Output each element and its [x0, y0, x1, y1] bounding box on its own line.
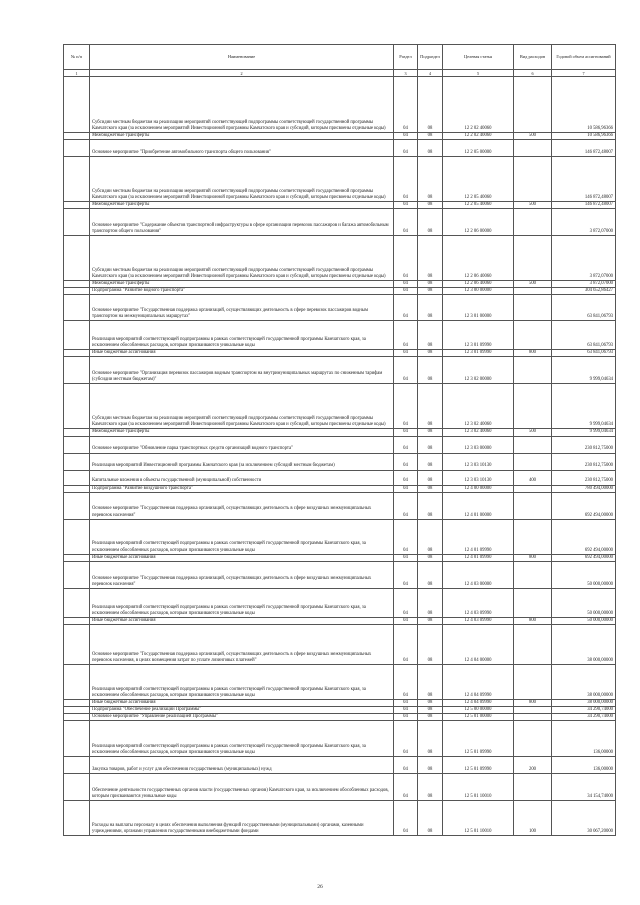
row-number-cell: [64, 236, 90, 281]
row-name-cell: Реализация мероприятий соответствующей подпрограммы в рамках соответствующей государственной программы Камчатского края, за исключением обособленных расходов, которым присваиваются уникальные коды: [90, 588, 394, 617]
row-subsection-cell: 08: [418, 554, 443, 561]
table-row: [64, 588, 616, 617]
row-section-cell: 04: [394, 202, 418, 209]
table-row: [64, 706, 616, 713]
row-subsection-cell: 08: [418, 436, 443, 453]
row-number-cell: [64, 706, 90, 713]
row-expense-type-cell: 800: [514, 554, 552, 561]
row-name-cell: Субсидии местным бюджетам на реализацию мероприятий соответствующей подпрограммы соответствующей государственной программы Камчатского края (за исключением мероприятий Инвестиционной программы Камчатского края и субсидий, которым присвоены отдельные коды): [90, 157, 394, 202]
row-number-cell: [64, 436, 90, 453]
row-target-article-cell: 12 4 01 09990: [443, 519, 514, 554]
column-number: 4: [418, 70, 443, 77]
row-expense-type-cell: [514, 140, 552, 157]
row-expense-type-cell: [514, 295, 552, 321]
row-number-cell: [64, 77, 90, 133]
row-subsection-cell: 08: [418, 588, 443, 617]
row-name-cell: Расходы на выплаты персоналу в целях обеспечения выполнения функций государственными (муниципальными) органами, казенными учреждениями, органами управления государственными внебюджетными фондами: [90, 801, 394, 836]
row-expense-type-cell: [514, 721, 552, 757]
table-row: [64, 624, 616, 664]
row-subsection-cell: 08: [418, 429, 443, 436]
row-section-cell: 04: [394, 236, 418, 281]
header-expense-type: Вид расходов: [514, 45, 552, 70]
row-section-cell: 04: [394, 288, 418, 295]
row-target-article-cell: 12 4 01 09990: [443, 554, 514, 561]
row-section-cell: 04: [394, 774, 418, 801]
row-number-cell: [64, 357, 90, 384]
row-target-article-cell: 12 5 01 10010: [443, 801, 514, 836]
row-name-cell: Основное мероприятие "Приобретение автомобильного транспорта общего пользования": [90, 140, 394, 157]
row-amount-cell: 34 290,74000: [552, 706, 616, 713]
row-amount-cell: 50 000,00000: [552, 561, 616, 588]
row-subsection-cell: 08: [418, 774, 443, 801]
row-section-cell: 04: [394, 384, 418, 429]
row-amount-cell: 692 494,00000: [552, 519, 616, 554]
row-section-cell: 04: [394, 519, 418, 554]
row-subsection-cell: 08: [418, 801, 443, 836]
row-name-cell: Закупка товаров, работ и услуг для обеспечения государственных (муниципальных) нужд: [90, 757, 394, 774]
table-row: [64, 429, 616, 436]
row-amount-cell: 146 872,48007: [552, 157, 616, 202]
row-name-cell: Субсидии местным бюджетам на реализацию мероприятий соответствующей подпрограммы соответствующей государственной программы Камчатского края (за исключением мероприятий Инвестиционной программы Камчатского края и субсидий, которым присвоены отдельные коды): [90, 384, 394, 429]
row-expense-type-cell: [514, 321, 552, 350]
row-target-article-cell: 12 3 03 10130: [443, 453, 514, 470]
row-name-cell: Иные бюджетные ассигнования: [90, 554, 394, 561]
row-name-cell: Основное мероприятие "Содержание объектов транспортной инфраструктуры в сфере организации перевозок пассажиров и багажа автомобильным транспортом общего пользования": [90, 209, 394, 236]
row-number-cell: [64, 492, 90, 519]
row-amount-cell: 146 872,48007: [552, 140, 616, 157]
row-amount-cell: 34 290,74000: [552, 714, 616, 721]
table-row: [64, 699, 616, 706]
row-number-cell: [64, 554, 90, 561]
row-target-article-cell: 12 4 03 09990: [443, 588, 514, 617]
table-row: [64, 321, 616, 350]
header-name: Наименование: [90, 45, 394, 70]
row-number-cell: [64, 321, 90, 350]
column-number: 5: [443, 70, 514, 77]
row-subsection-cell: 08: [418, 209, 443, 236]
table-row: [64, 236, 616, 281]
table-row: [64, 288, 616, 295]
row-name-cell: Основное мероприятие "Государственная поддержка организаций, осуществляющих деятельность в сфере перевозок пассажиров водным транспортом на межмуниципальных маршрутах": [90, 295, 394, 321]
row-expense-type-cell: 800: [514, 699, 552, 706]
row-expense-type-cell: 500: [514, 281, 552, 288]
row-name-cell: Реализация мероприятий соответствующей подпрограммы в рамках соответствующей государственной программы Камчатского края, за исключением обособленных расходов, которым присваиваются уникальные коды: [90, 321, 394, 350]
column-number: 6: [514, 70, 552, 77]
row-subsection-cell: 08: [418, 384, 443, 429]
row-amount-cell: 30 067,20000: [552, 801, 616, 836]
row-number-cell: [64, 133, 90, 140]
row-amount-cell: 3 872,07000: [552, 236, 616, 281]
row-target-article-cell: 12 3 01 00000: [443, 295, 514, 321]
row-amount-cell: 10 586,96366: [552, 77, 616, 133]
row-name-cell: Обеспечение деятельности государственных органов власти (государственных органов) Камчатского края, за исключением обособленных расходов, которым присваиваются уникальные коды: [90, 774, 394, 801]
row-amount-cell: 230 812,75000: [552, 436, 616, 453]
row-number-cell: [64, 140, 90, 157]
table-row: [64, 209, 616, 236]
table-row: [64, 801, 616, 836]
row-subsection-cell: 08: [418, 202, 443, 209]
row-expense-type-cell: [514, 209, 552, 236]
row-subsection-cell: 08: [418, 288, 443, 295]
row-number-cell: [64, 617, 90, 624]
row-name-cell: Подпрограмма "Обеспечение реализации Программы": [90, 706, 394, 713]
row-target-article-cell: 12 2 06 40060: [443, 236, 514, 281]
row-name-cell: Реализация мероприятий соответствующей подпрограммы в рамках соответствующей государственной программы Камчатского края, за исключением обособленных расходов, которым присваиваются уникальные коды: [90, 721, 394, 757]
row-name-cell: Реализация мероприятий соответствующей подпрограммы в рамках соответствующей государственной программы Камчатского края, за исключением обособленных расходов, которым присваиваются уникальные коды: [90, 664, 394, 699]
row-amount-cell: 780 494,00000: [552, 485, 616, 492]
table-row: [64, 664, 616, 699]
column-number: 2: [90, 70, 394, 77]
row-number-cell: [64, 350, 90, 357]
row-number-cell: [64, 470, 90, 485]
row-amount-cell: 692 494,00000: [552, 554, 616, 561]
table-row: [64, 617, 616, 624]
row-name-cell: Межбюджетные трансферты: [90, 429, 394, 436]
row-amount-cell: 9 999,04634: [552, 357, 616, 384]
row-expense-type-cell: [514, 519, 552, 554]
row-target-article-cell: 12 2 05 00000: [443, 140, 514, 157]
row-name-cell: Основное мероприятие "Государственная поддержка организаций, осуществляющих деятельность в сфере воздушных межмуниципальных перевозок населения": [90, 561, 394, 588]
row-amount-cell: 230 812,75000: [552, 470, 616, 485]
row-amount-cell: 692 494,00000: [552, 492, 616, 519]
row-subsection-cell: 08: [418, 721, 443, 757]
row-target-article-cell: 12 3 01 09990: [443, 350, 514, 357]
row-amount-cell: 63 841,06793: [552, 295, 616, 321]
row-expense-type-cell: 500: [514, 429, 552, 436]
row-expense-type-cell: [514, 624, 552, 664]
row-name-cell: Основное мероприятие "Государственная поддержка организаций, осуществляющих деятельность в сфере воздушных межмуниципальных перевозок населения, в целях возмещения затрат по уплате лизинговых платежей": [90, 624, 394, 664]
row-number-cell: [64, 295, 90, 321]
row-name-cell: Субсидии местным бюджетам на реализацию мероприятий соответствующей подпрограммы соответствующей государственной программы Камчатского края (за исключением мероприятий Инвестиционной программы Камчатского края и субсидий, которым присвоены отдельные коды): [90, 236, 394, 281]
row-number-cell: [64, 801, 90, 836]
row-amount-cell: 9 999,04634: [552, 429, 616, 436]
row-name-cell: Межбюджетные трансферты: [90, 281, 394, 288]
row-target-article-cell: 12 5 01 10010: [443, 774, 514, 801]
row-target-article-cell: 12 3 02 00000: [443, 357, 514, 384]
row-subsection-cell: 08: [418, 453, 443, 470]
row-section-cell: 04: [394, 140, 418, 157]
row-section-cell: 04: [394, 436, 418, 453]
row-section-cell: 04: [394, 561, 418, 588]
row-section-cell: 04: [394, 357, 418, 384]
row-subsection-cell: 08: [418, 295, 443, 321]
row-amount-cell: 3 872,07000: [552, 281, 616, 288]
row-section-cell: 04: [394, 699, 418, 706]
row-target-article-cell: 12 3 02 40060: [443, 429, 514, 436]
row-name-cell: Подпрограмма "Развитие воздушного транспорта": [90, 485, 394, 492]
row-amount-cell: 63 841,06793: [552, 321, 616, 350]
budget-document-page: [63, 44, 615, 836]
row-target-article-cell: 12 5 00 00000: [443, 706, 514, 713]
row-expense-type-cell: [514, 77, 552, 133]
row-subsection-cell: 08: [418, 699, 443, 706]
row-section-cell: 04: [394, 588, 418, 617]
column-number: 3: [394, 70, 418, 77]
table-row: [64, 140, 616, 157]
row-name-cell: Основное мероприятие "Организация перевозок пассажиров водным транспортом на внутримуниципальных маршрутах по сниженным тарифам (субсидии местным бюджетам)": [90, 357, 394, 384]
row-amount-cell: 230 812,75000: [552, 453, 616, 470]
row-section-cell: 04: [394, 664, 418, 699]
row-expense-type-cell: 400: [514, 470, 552, 485]
row-number-cell: [64, 453, 90, 470]
row-section-cell: 04: [394, 281, 418, 288]
row-number-cell: [64, 721, 90, 757]
row-target-article-cell: 12 3 03 00000: [443, 436, 514, 453]
row-number-cell: [64, 588, 90, 617]
row-number-cell: [64, 664, 90, 699]
row-expense-type-cell: [514, 357, 552, 384]
row-amount-cell: 10 586,96366: [552, 133, 616, 140]
row-section-cell: 04: [394, 617, 418, 624]
header-target-article: Целевая статья: [443, 45, 514, 70]
row-subsection-cell: 08: [418, 624, 443, 664]
row-number-cell: [64, 774, 90, 801]
row-section-cell: 04: [394, 706, 418, 713]
row-subsection-cell: 08: [418, 519, 443, 554]
row-subsection-cell: 08: [418, 350, 443, 357]
row-name-cell: Реализация мероприятий Инвестиционной программы Камчатского края (за исключением субсидий местным бюджетам): [90, 453, 394, 470]
row-subsection-cell: 08: [418, 140, 443, 157]
row-expense-type-cell: [514, 288, 552, 295]
row-target-article-cell: 12 4 03 09990: [443, 617, 514, 624]
row-subsection-cell: 08: [418, 321, 443, 350]
table-row: [64, 519, 616, 554]
header-section: Раздел: [394, 45, 418, 70]
row-number-cell: [64, 384, 90, 429]
row-amount-cell: 304 652,86427: [552, 288, 616, 295]
row-expense-type-cell: [514, 706, 552, 713]
row-number-cell: [64, 288, 90, 295]
row-name-cell: Реализация мероприятий соответствующей подпрограммы в рамках соответствующей государственной программы Камчатского края, за исключением обособленных расходов, которым присваиваются уникальные коды: [90, 519, 394, 554]
row-subsection-cell: 08: [418, 157, 443, 202]
row-expense-type-cell: [514, 436, 552, 453]
row-number-cell: [64, 429, 90, 436]
row-number-cell: [64, 714, 90, 721]
row-expense-type-cell: 200: [514, 757, 552, 774]
row-expense-type-cell: 800: [514, 350, 552, 357]
row-section-cell: 04: [394, 429, 418, 436]
row-amount-cell: 50 000,00000: [552, 588, 616, 617]
row-section-cell: 04: [394, 757, 418, 774]
row-section-cell: 04: [394, 453, 418, 470]
row-section-cell: 04: [394, 321, 418, 350]
row-target-article-cell: 12 2 05 40060: [443, 157, 514, 202]
table-row: [64, 350, 616, 357]
table-row: [64, 470, 616, 485]
row-section-cell: 04: [394, 350, 418, 357]
table-row: [64, 485, 616, 492]
row-number-cell: [64, 157, 90, 202]
row-section-cell: 04: [394, 554, 418, 561]
row-expense-type-cell: [514, 588, 552, 617]
header-subsection: Подраздел: [418, 45, 443, 70]
header-annual-amount: Годовой объем ассигнований: [552, 45, 616, 70]
row-section-cell: 04: [394, 157, 418, 202]
table-header: [64, 45, 616, 77]
row-expense-type-cell: [514, 561, 552, 588]
table-row: [64, 554, 616, 561]
row-name-cell: Капитальные вложения в объекты государственной (муниципальной) собственности: [90, 470, 394, 485]
row-number-cell: [64, 519, 90, 554]
column-number: 1: [64, 70, 90, 77]
row-target-article-cell: 12 2 06 40060: [443, 281, 514, 288]
row-amount-cell: 38 000,00000: [552, 624, 616, 664]
row-name-cell: Подпрограмма "Развитие водного транспорта": [90, 288, 394, 295]
row-number-cell: [64, 485, 90, 492]
row-amount-cell: 34 154,74000: [552, 774, 616, 801]
row-section-cell: 04: [394, 209, 418, 236]
table-row: [64, 774, 616, 801]
row-target-article-cell: 12 4 04 09990: [443, 664, 514, 699]
row-target-article-cell: 12 4 01 00000: [443, 492, 514, 519]
budget-allocation-table: [63, 44, 616, 836]
row-amount-cell: 38 000,00000: [552, 664, 616, 699]
row-target-article-cell: 12 4 04 00000: [443, 624, 514, 664]
row-subsection-cell: 08: [418, 77, 443, 133]
row-section-cell: 04: [394, 295, 418, 321]
row-expense-type-cell: 500: [514, 202, 552, 209]
row-name-cell: Основное мероприятие "Управление реализацией Программы": [90, 714, 394, 721]
table-row: [64, 202, 616, 209]
table-row: [64, 453, 616, 470]
row-name-cell: Субсидии местным бюджетам на реализацию мероприятий соответствующей подпрограммы соответствующей государственной программы Камчатского края (за исключением мероприятий Инвестиционной программы Камчатского края и субсидий, которым присвоены отдельные коды): [90, 77, 394, 133]
row-subsection-cell: 08: [418, 757, 443, 774]
row-expense-type-cell: [514, 714, 552, 721]
table-row: [64, 436, 616, 453]
row-name-cell: Иные бюджетные ассигнования: [90, 699, 394, 706]
row-section-cell: 04: [394, 714, 418, 721]
row-name-cell: Межбюджетные трансферты: [90, 202, 394, 209]
row-subsection-cell: 08: [418, 706, 443, 713]
row-target-article-cell: 12 3 02 40060: [443, 384, 514, 429]
row-expense-type-cell: [514, 236, 552, 281]
row-section-cell: 04: [394, 470, 418, 485]
table-row: [64, 357, 616, 384]
table-row: [64, 721, 616, 757]
row-expense-type-cell: [514, 453, 552, 470]
row-subsection-cell: 08: [418, 617, 443, 624]
table-row: [64, 77, 616, 133]
row-name-cell: Иные бюджетные ассигнования: [90, 350, 394, 357]
row-target-article-cell: 12 2 06 00000: [443, 209, 514, 236]
row-target-article-cell: 12 3 03 10130: [443, 470, 514, 485]
row-name-cell: Основное мероприятие "Обновление парка транспортных средств организаций водного транспорта": [90, 436, 394, 453]
row-amount-cell: 9 999,04634: [552, 384, 616, 429]
table-row: [64, 714, 616, 721]
table-row: [64, 384, 616, 429]
row-target-article-cell: 12 4 04 09990: [443, 699, 514, 706]
row-subsection-cell: 08: [418, 470, 443, 485]
row-subsection-cell: 08: [418, 485, 443, 492]
row-expense-type-cell: 500: [514, 133, 552, 140]
row-target-article-cell: 12 2 02 40060: [443, 133, 514, 140]
row-amount-cell: 50 000,00000: [552, 617, 616, 624]
row-section-cell: 04: [394, 77, 418, 133]
row-amount-cell: 3 872,07000: [552, 209, 616, 236]
row-subsection-cell: 08: [418, 561, 443, 588]
table-row: [64, 157, 616, 202]
row-expense-type-cell: 800: [514, 617, 552, 624]
row-expense-type-cell: 100: [514, 801, 552, 836]
row-subsection-cell: 08: [418, 357, 443, 384]
row-section-cell: 04: [394, 721, 418, 757]
table-row: [64, 561, 616, 588]
row-subsection-cell: 08: [418, 236, 443, 281]
header-number: № п/п: [64, 45, 90, 70]
row-number-cell: [64, 209, 90, 236]
row-amount-cell: 63 841,06793: [552, 350, 616, 357]
row-name-cell: Иные бюджетные ассигнования: [90, 617, 394, 624]
row-amount-cell: 136,00000: [552, 721, 616, 757]
column-number: 7: [552, 70, 616, 77]
row-target-article-cell: 12 5 01 00000: [443, 714, 514, 721]
row-target-article-cell: 12 2 05 40060: [443, 202, 514, 209]
row-number-cell: [64, 757, 90, 774]
row-number-cell: [64, 699, 90, 706]
row-expense-type-cell: [514, 492, 552, 519]
row-number-cell: [64, 202, 90, 209]
table-body: [64, 77, 616, 836]
page-number: 26: [317, 884, 323, 890]
table-row: [64, 492, 616, 519]
row-subsection-cell: 08: [418, 281, 443, 288]
row-target-article-cell: 12 3 00 00000: [443, 288, 514, 295]
row-name-cell: Основное мероприятие "Государственная поддержка организаций, осуществляющих деятельность в сфере воздушных межмуниципальных перевозок населения": [90, 492, 394, 519]
row-subsection-cell: 08: [418, 714, 443, 721]
row-name-cell: Межбюджетные трансферты: [90, 133, 394, 140]
row-target-article-cell: 12 5 01 09990: [443, 721, 514, 757]
row-number-cell: [64, 561, 90, 588]
row-section-cell: 04: [394, 485, 418, 492]
table-row: [64, 281, 616, 288]
row-section-cell: 04: [394, 133, 418, 140]
row-subsection-cell: 08: [418, 133, 443, 140]
row-target-article-cell: 12 5 01 09990: [443, 757, 514, 774]
row-expense-type-cell: [514, 384, 552, 429]
row-expense-type-cell: [514, 774, 552, 801]
row-amount-cell: 136,00000: [552, 757, 616, 774]
row-amount-cell: 146 872,48007: [552, 202, 616, 209]
row-section-cell: 04: [394, 492, 418, 519]
row-subsection-cell: 08: [418, 492, 443, 519]
table-row: [64, 295, 616, 321]
table-row: [64, 133, 616, 140]
table-row: [64, 757, 616, 774]
row-target-article-cell: 12 2 02 40060: [443, 77, 514, 133]
row-subsection-cell: 08: [418, 664, 443, 699]
column-number-row: [64, 70, 616, 77]
row-section-cell: 04: [394, 801, 418, 836]
row-target-article-cell: 12 3 01 09990: [443, 321, 514, 350]
row-expense-type-cell: [514, 664, 552, 699]
row-number-cell: [64, 624, 90, 664]
row-target-article-cell: 12 4 03 00000: [443, 561, 514, 588]
row-expense-type-cell: [514, 157, 552, 202]
row-number-cell: [64, 281, 90, 288]
row-expense-type-cell: [514, 485, 552, 492]
row-target-article-cell: 12 4 00 00000: [443, 485, 514, 492]
row-amount-cell: 38 000,00000: [552, 699, 616, 706]
row-section-cell: 04: [394, 624, 418, 664]
